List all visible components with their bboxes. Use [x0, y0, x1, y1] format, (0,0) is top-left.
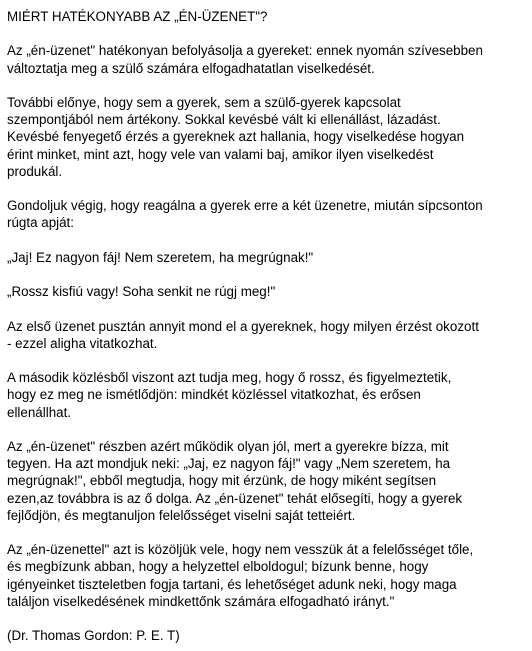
quote-i-message: „Jaj! Ez nagyon fáj! Nem szeretem, ha megrúgnak!" — [7, 249, 314, 265]
paragraph-advantage: További előnye, hogy sem a gyerek, sem a szülő-gyerek kapcsolat szempontjából nem ártékony. Sokkal kevésbé vált ki ellenállást, lázadást. Kevésbé fenyegető érzés a gyereknek azt hallania, hogy viselkedése hogyan érint minket, mint azt, hogy vele van valami baj, amikor ilyen viselkedést produkál. — [7, 94, 465, 179]
paragraph-why-it-works: Az „én-üzenet" részben azért működik olyan jól, mert a gyerekre bízza, mit tegyen. Ha azt mondjuk neki: „Jaj, ez nagyon fáj!" vagy „Nem szeretem, ha megrúgnak!", ebből megtudja, hogy mit érzünk, de hogy miként segítsen ezen,az továbbra is az ő dolga. Az „én-üzenet" tehát elősegíti, hogy a gyerek fejlődjön, és megtanuljon felelősséget viselni saját tetteiért. — [7, 438, 463, 523]
paragraph-responsibility: Az „én-üzenettel" azt is közöljük vele, hogy nem vesszük át a felelősséget tőle, és megbízunk abban, hogy a helyzettel elboldogul; bízunk benne, hogy igényeinket tiszteletben fogja tartani, és lehetőséget adunk neki, hogy maga találjon viselkedésének mindkettőnk számára elfogadható irányt." — [7, 542, 474, 609]
document-body — [7, 42, 522, 644]
paragraph-second-message: A második közlésből viszont azt tudja meg, hogy ő rossz, és figyelmeztetik, hogy ez meg ne ismétlődjön: mindkét közléssel vitatkozhat, és erősen ellenállhat. — [7, 370, 452, 420]
paragraph-intro: Az „én-üzenet" hatékonyan befolyásolja a gyereket: ennek nyomán szívesebben változtatja meg a szülő számára elfogadhatatlan viselkedését. — [7, 43, 483, 76]
paragraph-scenario: Gondoljuk végig, hogy reagálna a gyerek erre a két üzenetre, miután sípcsonton rúgta apját: — [7, 198, 483, 231]
paragraph-first-message: Az első üzenet pusztán annyit mond el a gyereknek, hogy milyen érzést okozott - ezzel aligha vitatkozhat. — [7, 318, 479, 351]
source-citation: (Dr. Thomas Gordon: P. E. T) — [7, 628, 180, 644]
document-title: MIÉRT HATÉKONYABB AZ „ÉN-ÜZENET"? — [7, 9, 268, 24]
quote-you-message: „Rossz kisfiú vagy! Soha senkit ne rúgj meg!" — [7, 284, 276, 300]
